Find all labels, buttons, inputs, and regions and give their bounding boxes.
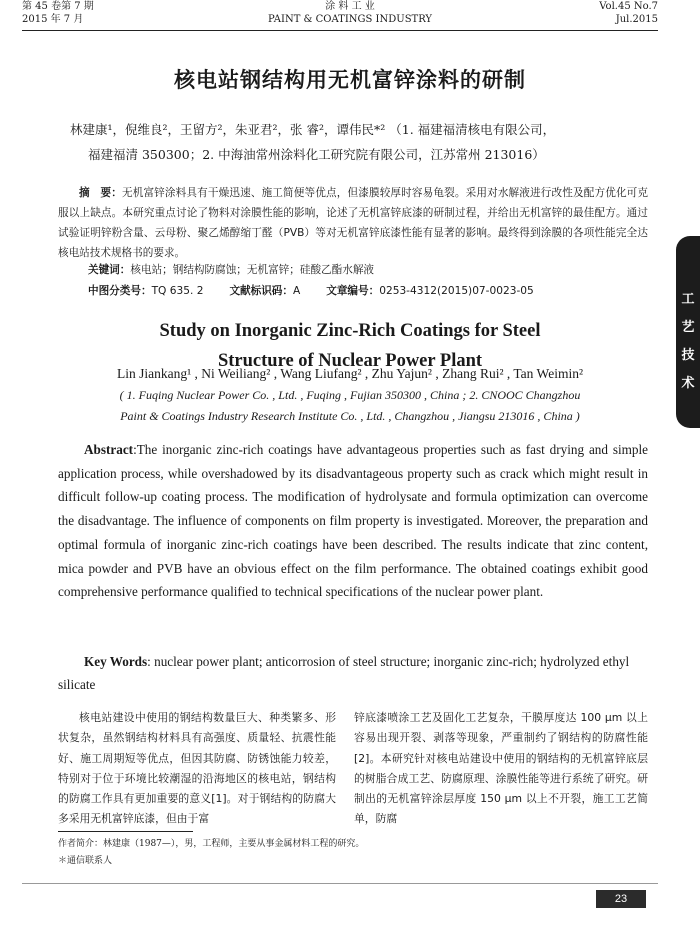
authors-cn xyxy=(70,117,650,167)
paper-title-en-line1: Study on Inorganic Zinc-Rich Coatings for Steel xyxy=(159,321,541,341)
volume-number-en: Vol.45 No.7 xyxy=(599,1,658,12)
running-header xyxy=(0,0,700,28)
side-tab-char-4: 术 xyxy=(681,376,695,391)
keywords-cn xyxy=(88,262,374,277)
journal-name-cn: 涂 料 工 业 xyxy=(325,1,375,12)
footer-rule xyxy=(22,883,658,884)
body-left-text: 核电站建设中使用的钢结构数量巨大、种类繁多、形状复杂，虽然钢结构材料具有高强度、质量轻、抗震性能好、施工周期短等优点，但因其防腐、防锈蚀能力较差，特别对于位于环境比较潮湿的沿海地区的核电站，钢结构的防腐工作具有更加重要的意义[1]。对于钢结构的防腐大多采用无机富锌底漆，但由于富 xyxy=(58,711,336,826)
journal-name-en: PAINT & COATINGS INDUSTRY xyxy=(267,14,433,25)
authors-en: Lin Jiankang¹ , Ni Weiliang² , Wang Liufang² , Zhu Yajun² , Zhang Rui² , Tan Weimin² xyxy=(116,366,584,381)
side-tab-char-3: 技 xyxy=(681,348,695,363)
body-column-left xyxy=(58,708,336,830)
classification-line xyxy=(88,283,534,298)
side-tab-char-2: 艺 xyxy=(681,320,695,335)
abstract-en-text: :The inorganic zinc-rich coatings have advantageous properties such as fast drying and simple application process, while overshadowed by its disadvantageous property such as crack which might result in difficult follow-up coating process. The modification of hydrolysate and formula optimization can overcome the disadvantage. The influence of components on film property is investigated. Moreover, the preparation and optimal formula of inorganic zinc-rich coatings have been described. The results indicate that zinc content, mica powder and PVB have an obvious effect on the film performance. The obtained coatings exhibit good comprehensive performance qualified to technical specifications of the nuclear power plant. xyxy=(58,442,648,600)
corresponding-author-footnote: ＊通信联系人 xyxy=(58,856,113,866)
journal-volume-en xyxy=(599,0,658,26)
doc-code-label: 文献标识码： xyxy=(229,285,293,297)
abstract-cn-text: 无机富锌涂料具有干燥迅速、施工简便等优点，但漆膜较厚时容易龟裂。采用对水解液进行改性及配方优化可克服以上缺点。本研究重点讨论了物料对涂膜性能的影响，论述了无机富锌底漆的研制过程，并给出无机富锌的最佳配方。通过试验证明锌粉含量、云母粉、聚乙烯醇缩丁醛（PVB）等对无机富锌底漆性能有显著的影响。最终得到涂膜的各项性能完全达核电站技术规格书的要求。 xyxy=(58,187,649,259)
abstract-cn-label: 摘 要： xyxy=(79,187,122,199)
keywords-cn-text: 核电站；钢结构防腐蚀；无机富锌；硅酸乙酯水解液 xyxy=(130,264,375,276)
volume-issue: 第 45 卷第 7 期 xyxy=(22,1,94,12)
clc-value: TQ 635. 2 xyxy=(151,285,204,297)
footnote-rule xyxy=(58,831,193,832)
journal-name xyxy=(0,0,700,26)
affiliations-en xyxy=(0,385,700,427)
side-tab-char-1: 工 xyxy=(681,292,695,307)
body-column-right xyxy=(354,708,648,830)
section-side-tab xyxy=(676,236,700,428)
keywords-en-label: Key Words xyxy=(84,654,148,669)
keywords-cn-label: 关键词： xyxy=(88,264,131,276)
affiliation-cn-part2: 福建福清 350300；2. 中海油常州涂料化工研究院有限公司，江苏常州 213016） xyxy=(88,147,545,162)
abstract-en xyxy=(58,438,648,604)
affiliation-cn-part1: （1. 福建福清核电有限公司， xyxy=(389,122,556,137)
page-number: 23 xyxy=(596,890,646,908)
author-names-cn: 林建康¹，倪维良²，王留方²，朱亚君²，张 睿²，谭伟民*² xyxy=(70,122,386,137)
issue-date-en: Jul.2015 xyxy=(615,14,658,25)
author-bio-footnote: 作者简介：林建康（1987—），男，工程师，主要从事金属材料工程的研究。 xyxy=(58,839,365,849)
paper-title-cn: 核电站钢结构用无机富锌涂料的研制 xyxy=(174,68,526,92)
keywords-en xyxy=(58,650,648,696)
affiliation-en-line2: Paint & Coatings Industry Research Institute Co. , Ltd. , Changzhou , Jiangsu 213016 , China ) xyxy=(120,409,580,423)
body-right-text: 锌底漆喷涂工艺及固化工艺复杂，干膜厚度达 100 μm 以上容易出现开裂、剥落等现象，严重制约了钢结构的防腐性能[2]。本研究针对核电站建设中使用的钢结构的无机富锌底层的树脂合成工艺、防腐原理、涂膜性能等进行系统了研究。研制出的无机富锌涂层厚度 150 μm 以上不开裂，施工工艺简单，防腐 xyxy=(354,711,648,826)
abstract-cn xyxy=(58,183,648,263)
header-rule xyxy=(22,30,658,31)
keywords-en-text: : nuclear power plant; anticorrosion of steel structure; inorganic zinc-rich; hydrolyzed ethyl silicate xyxy=(58,654,630,692)
article-no-value: 0253-4312(2015)07-0023-05 xyxy=(379,285,534,297)
affiliation-en-line1: ( 1. Fuqing Nuclear Power Co. , Ltd. , Fuqing , Fujian 350300 , China ; 2. CNOOC Changzhou xyxy=(119,388,581,402)
abstract-en-label: Abstract xyxy=(84,442,134,457)
paper-title-en-line2: Structure of Nuclear Power Plant xyxy=(217,351,483,371)
doc-code-value: A xyxy=(293,285,301,297)
issue-date: 2015 年 7 月 xyxy=(22,14,84,25)
clc-label: 中图分类号： xyxy=(88,285,152,297)
article-no-label: 文章编号： xyxy=(326,285,380,297)
